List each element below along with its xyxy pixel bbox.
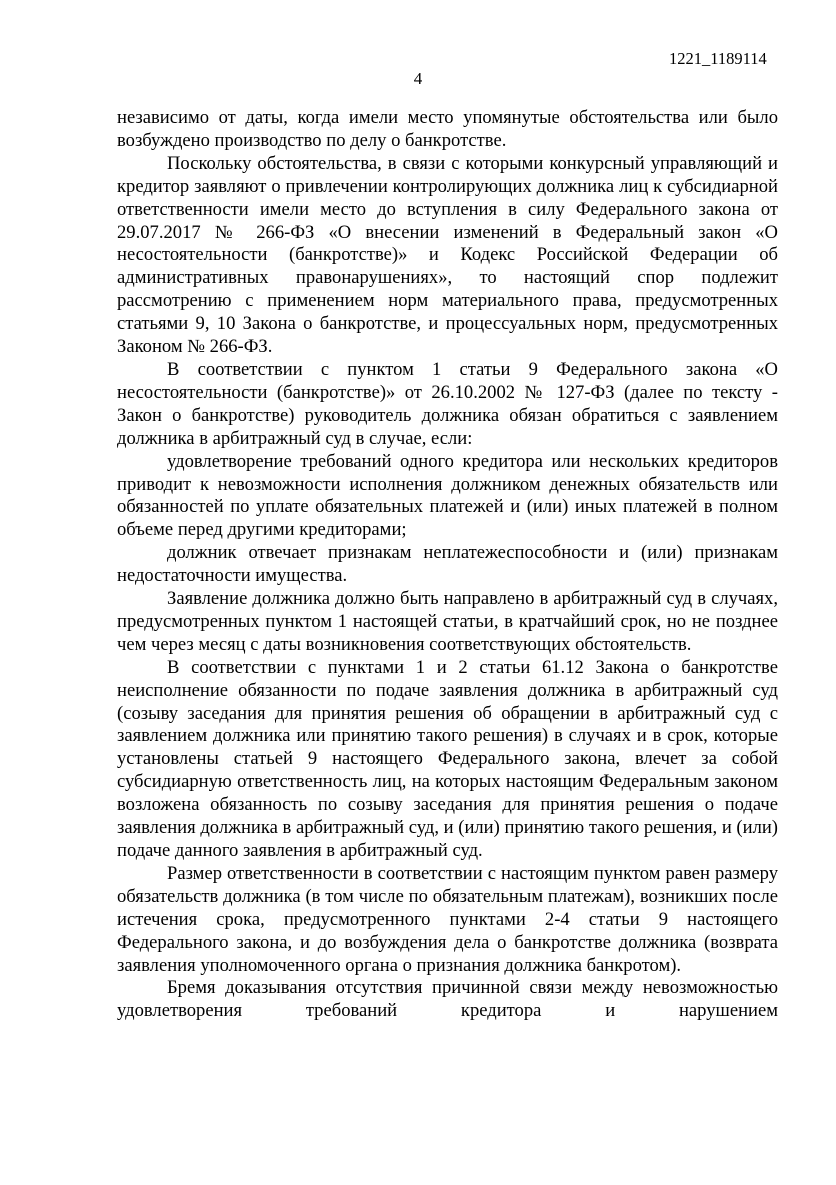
paragraph: Бремя доказывания отсутствия причинной связи между невозможностью удовлетворения требований кредитора и нарушением	[117, 977, 778, 1022]
page-number: 4	[413, 69, 423, 88]
paragraph: Заявление должника должно быть направлено в арбитражный суд в случаях, предусмотренных пунктом 1 настоящей статьи, в кратчайший срок, но не позднее чем через месяц с даты возникновения соответствующих обстоятельств.	[117, 588, 778, 655]
paragraph: В соответствии с пунктами 1 и 2 статьи 61.12 Закона о банкротстве неисполнение обязанности по подаче заявления должника в арбитражный суд (созыву заседания для принятия решения об обращении в арбитражный суд с заявлением должника или принятию такого решения) в случаях и в срок, которые установлены статьей 9 настоящего Федерального закона, влечет за собой субсидиарную ответственность лиц, на которых настоящим Федеральным законом возложена обязанность по созыву заседания для принятия решения о подаче заявления должника в арбитражный суд, и (или) принятию такого решения, и (или) подаче данного заявления в арбитражный суд.	[117, 656, 778, 861]
paragraph: Размер ответственности в соответствии с настоящим пунктом равен размеру обязательств должника (в том числе по обязательным платежам), возникших после истечения срока, предусмотренного пунктами 2-4 статьи 9 настоящего Федерального закона, и до возбуждения дела о банкротстве должника (возврата заявления уполномоченного органа о признания должника банкротом).	[117, 862, 778, 976]
paragraph: Поскольку обстоятельства, в связи с которыми конкурсный управляющий и кредитор заявляют о привлечении контролирующих должника лиц к субсидиарной ответственности имели место до вступления в силу Федерального закона от 29.07.2017 № 266-ФЗ «О внесении изменений в Федеральный закон «О несостоятельности (банкротстве)» и Кодекс Российской Федерации об административных правонарушениях», то настоящий спор подлежит рассмотрению с применением норм материального права, предусмотренных статьями 9, 10 Закона о банкротстве, и процессуальных норм, предусмотренных Законом № 266-ФЗ.	[117, 152, 778, 358]
document-number: 1221_1189114	[669, 49, 767, 68]
document-body	[117, 107, 778, 1023]
paragraph: должник отвечает признакам неплатежеспособности и (или) признакам недостаточности имущества.	[117, 542, 778, 587]
paragraph: удовлетворение требований одного кредитора или нескольких кредиторов приводит к невозможности исполнения должником денежных обязательств или обязанностей по уплате обязательных платежей и (или) иных платежей в полном объеме перед другими кредиторами;	[117, 450, 778, 541]
paragraph: независимо от даты, когда имели место упомянутые обстоятельства или было возбуждено производство по делу о банкротстве.	[117, 107, 778, 151]
paragraph: В соответствии с пунктом 1 статьи 9 Федерального закона «О несостоятельности (банкротстве)» от 26.10.2002 № 127-ФЗ (далее по тексту - Закон о банкротстве) руководитель должника обязан обратиться с заявлением должника в арбитражный суд в случае, если:	[117, 358, 778, 449]
